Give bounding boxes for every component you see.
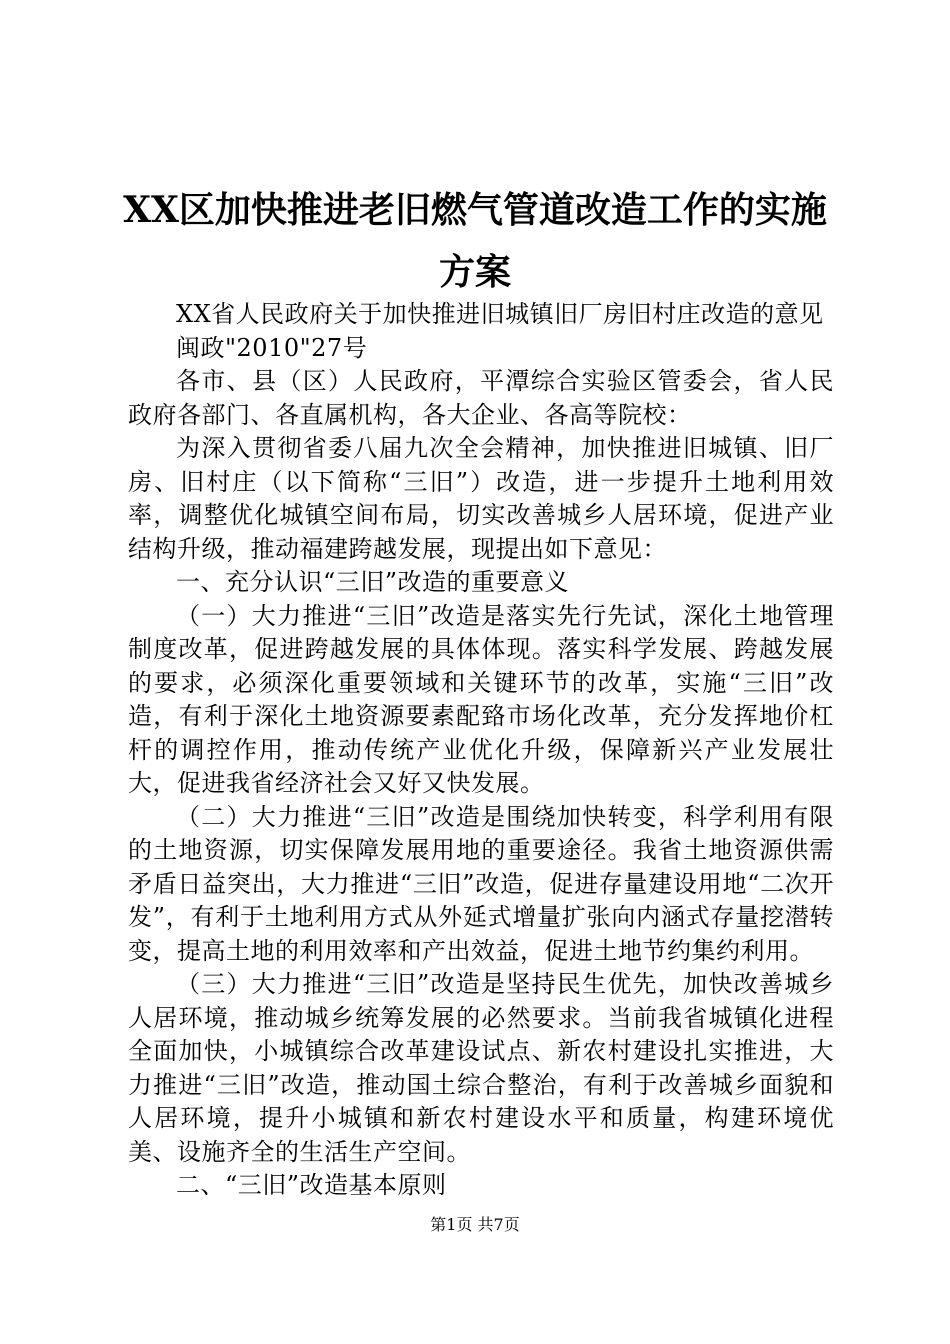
document-title-line1: XX区加快推进老旧燃气管道改造工作的实施 bbox=[123, 189, 827, 231]
paragraph: 各市、县（区）人民政府，平潭综合实验区管委会，省人民政府各部门、各直属机构，各大企业、各高等院校： bbox=[128, 367, 834, 429]
paragraph: XX省人民政府关于加快推进旧城镇旧厂房旧村庄改造的意见 bbox=[176, 300, 824, 328]
section-heading: 一、充分认识“三旧”改造的重要意义 bbox=[176, 568, 570, 596]
paragraph: 闽政"2010"27号 bbox=[176, 333, 368, 362]
document-title bbox=[120, 188, 830, 294]
paragraph: （一）大力推进“三旧”改造是落实先行先试，深化土地管理制度改革，促进跨越发展的具体体现。落实科学发展、跨越发展的要求，必须深化重要领域和关键环节的改革，实施“三旧”改造，有利于深化土地资源要素配臵市场化改革，充分发挥地价杠杆的调控作用，推动传统产业优化升级，保障新兴产业发展壮大，促进我省经济社会又好又快发展。 bbox=[128, 601, 834, 797]
page-number-footer: 第1页 共7页 bbox=[430, 1215, 520, 1234]
paragraph: 为深入贯彻省委八届九次全会精神，加快推进旧城镇、旧厂房、旧村庄（以下简称“三旧”）改造，进一步提升土地利用效率，调整优化城镇空间布局，切实改善城乡人居环境，促进产业结构升级，推动福建跨越发展，现提出如下意见： bbox=[128, 434, 834, 563]
document-body bbox=[128, 298, 834, 1203]
section-heading: 二、“三旧”改造基本原则 bbox=[176, 1171, 447, 1199]
paragraph: （二）大力推进“三旧”改造是围绕加快转变，科学利用有限的土地资源，切实保障发展用地的重要途径。我省土地资源供需矛盾日益突出，大力推进“三旧”改造，促进存量建设用地“二次开发”，有利于土地利用方式从外延式增量扩张向内涵式存量挖潜转变，提高土地的利用效率和产出效益，促进土地节约集约利用。 bbox=[128, 802, 834, 965]
document-title-line2: 方案 bbox=[438, 251, 511, 293]
paragraph: （三）大力推进“三旧”改造是坚持民生优先，加快改善城乡人居环境，推动城乡统筹发展的必然要求。当前我省城镇化进程全面加快，小城镇综合改革建设试点、新农村建设扎实推进，大力推进“三旧”改造，推动国土综合整治，有利于改善城乡面貌和人居环境，提升小城镇和新农村建设水平和质量，构建环境优美、设施齐全的生活生产空间。 bbox=[128, 970, 834, 1166]
